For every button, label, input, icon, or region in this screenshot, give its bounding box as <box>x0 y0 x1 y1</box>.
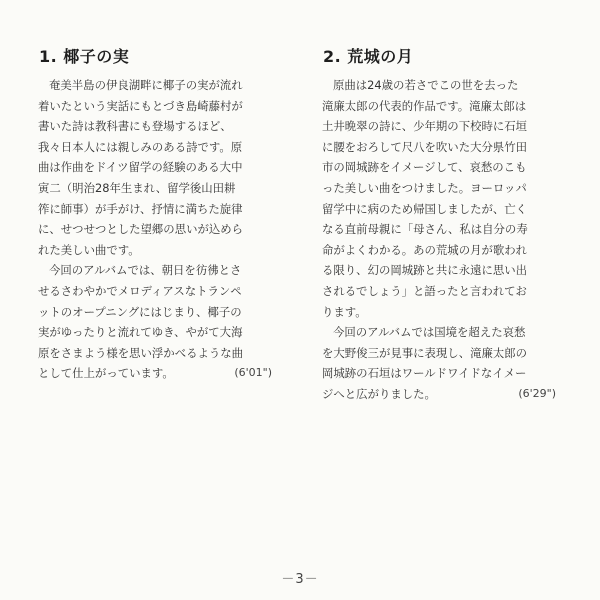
text-line: 留学中に病のため帰国しましたが、亡く <box>322 201 528 216</box>
text-line-last <box>38 363 272 384</box>
text-line: 市の岡城跡をイメージして、哀愁のこも <box>322 160 527 175</box>
text-line: ります。 <box>322 304 367 319</box>
text-line: る限り、幻の岡城跡と共に永遠に思い出 <box>322 263 528 278</box>
text-line: ットのオープニングにはじまり、椰子の <box>38 304 242 319</box>
text-line-last <box>322 384 556 405</box>
text-line-content: として仕上がっています。 <box>38 366 174 381</box>
paragraph-2 <box>38 260 272 384</box>
text-line: 命がよくわかる。あの荒城の月が歌われ <box>322 242 528 257</box>
track-duration: (6'29") <box>518 386 556 400</box>
text-line: を大野俊三が見事に表現し、滝廉太郎の <box>322 345 528 360</box>
text-line: れた美しい曲です。 <box>38 242 140 257</box>
text-line: 岡城跡の石垣はワールドワイドなイメー <box>322 366 527 381</box>
text-line: 今回のアルバムでは、朝日を彷彿とさ <box>49 263 242 278</box>
section-title: 2. 荒城の月 <box>323 47 414 66</box>
text-line-content: ジへと広がりました。 <box>322 386 436 401</box>
text-line: 着いたという実話にもとづき島崎藤村が <box>38 98 243 113</box>
text-line: 原をさまよう様を思い浮かべるような曲 <box>38 345 244 360</box>
text-line: 書いた詩は教科書にも登場するほど、 <box>38 119 232 134</box>
paragraph-1 <box>322 75 556 322</box>
text-line: 実がゆったりと流れてゆき、やがて大海 <box>38 325 243 340</box>
section-coconut <box>38 44 272 384</box>
text-line: されるでしょう」と語ったと言われてお <box>322 283 527 298</box>
text-line: なる直前母親に「母さん、私は自分の寿 <box>322 222 528 237</box>
text-line: に腰をおろして尺八を吹いた大分県竹田 <box>322 139 528 154</box>
section-title: 1. 椰子の実 <box>39 47 130 66</box>
text-line: 原曲は24歳の若さでこの世を去った <box>333 78 519 92</box>
paragraph-2 <box>322 322 556 404</box>
text-line: 筰に師事）が手がけ、抒情に満ちた旋律 <box>38 201 243 216</box>
text-line: 曲は作曲をドイツ留学の経験のある大中 <box>38 160 243 175</box>
text-line: 奄美半島の伊良湖畔に椰子の実が流れ <box>49 78 243 92</box>
text-line: 滝廉太郎の代表的作品です。滝廉太郎は <box>322 98 527 113</box>
paragraph-1 <box>38 75 272 260</box>
text-line: 今回のアルバムでは国境を超えた哀愁 <box>333 325 526 340</box>
text-line: せるさわやかでメロディアスなトランペ <box>38 283 242 298</box>
text-line: 寅二（明治28年生まれ、留学後山田耕 <box>38 180 236 195</box>
text-line: った美しい曲をつけました。ヨーロッパ <box>322 180 527 195</box>
track-duration: (6'01") <box>234 366 272 380</box>
section-kojo-no-tsuki <box>322 44 556 405</box>
text-line: に、せつせつとした望郷の思いが込めら <box>38 222 244 237</box>
text-line: 我々日本人には親しみのある詩です。原 <box>38 139 243 154</box>
page-number: －3－ <box>281 572 319 587</box>
text-line: 土井晩翠の詩に、少年期の下校時に石垣 <box>322 119 528 134</box>
